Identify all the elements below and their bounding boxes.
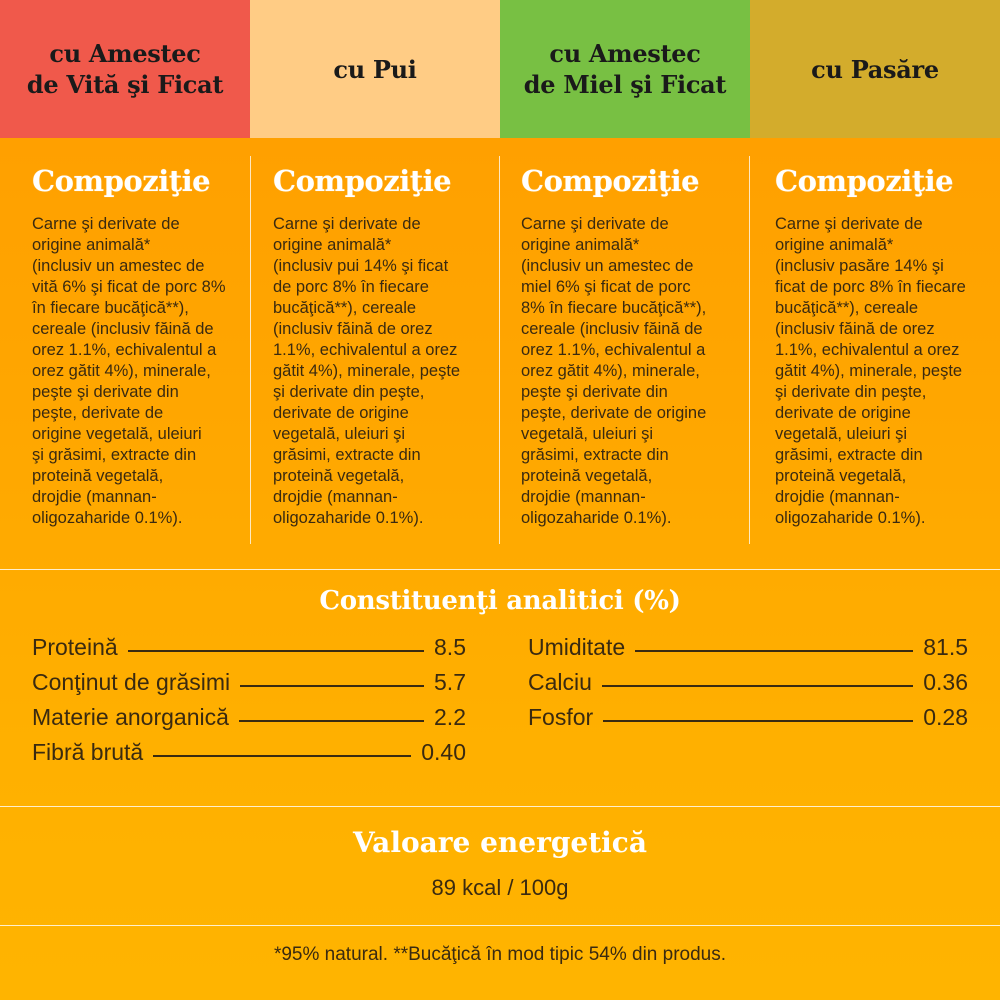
composition-column-beef-liver (32, 156, 244, 544)
composition-title: Compoziţie (775, 164, 954, 198)
flavor-header-poultry: cu Pasăre (750, 0, 1000, 138)
energy-title: Valoare energetică (353, 826, 647, 859)
composition-title: Compoziţie (32, 164, 211, 198)
analytical-label: Fibră brută (32, 739, 144, 765)
analytical-label: Materie anorganică (32, 704, 229, 730)
analytical-value: 81.5 (923, 634, 968, 660)
composition-section (0, 138, 1000, 568)
analytical-row-ash (32, 704, 466, 739)
composition-text: Carne şi derivate de origine animală* (inclusiv un amestec de vită 6% şi ficat de porc 8% în fiecare bucăţică**), cereale (inclusiv făină de orez 1.1%, echivalentul a orez gătit 4%), minerale, peşte şi derivate din peşte, derivate de origine vegetală, uleiuri şi grăsimi, extracte din proteină vegetală, drojdie (mannan- oligozaharide 0.1%). (32, 215, 226, 527)
column-divider (499, 156, 500, 544)
composition-column-chicken (273, 156, 488, 544)
leader-line (153, 755, 411, 757)
composition-text: Carne şi derivate de origine animală* (inclusiv un amestec de miel 6% şi ficat de porc 8% în fiecare bucăţică**), cereale (inclusiv făină de orez 1.1%, echivalentul a orez gătit 4%), minerale, peşte şi derivate din peşte, derivate de origine vegetală, uleiuri şi grăsimi, extracte din proteină vegetală, drojdie (mannan- oligozaharide 0.1%). (521, 215, 707, 527)
composition-text: Carne şi derivate de origine animală* (inclusiv pasăre 14% şi ficat de porc 8% în fiecare bucăţică**), cereale (inclusiv făină de orez 1.1%, echivalentul a orez gătit 4%), minerale, peşte şi derivate din peşte, derivate de origine vegetală, uleiuri şi grăsimi, extracte din proteină vegetală, drojdie (mannan- oligozaharide 0.1%). (775, 215, 966, 527)
composition-title: Compoziţie (521, 164, 700, 198)
analytical-row-calcium (528, 669, 968, 704)
leader-line (603, 720, 913, 722)
footnote: *95% natural. **Bucăţică în mod tipic 54% din produs. (273, 944, 727, 965)
analytical-value: 0.28 (923, 704, 968, 730)
section-divider (0, 806, 1000, 807)
analytical-row-phosphorus (528, 704, 968, 739)
leader-line (239, 720, 424, 722)
analytical-row-fibre (32, 739, 466, 774)
analytical-row-protein (32, 634, 466, 669)
analytical-label: Umiditate (528, 634, 626, 660)
analytical-list-right (528, 634, 968, 739)
flavor-header-row (0, 0, 1000, 138)
analytical-title: Constituenţi analitici (%) (319, 586, 681, 616)
column-divider (749, 156, 750, 544)
analytical-value: 2.2 (434, 704, 466, 730)
composition-column-poultry (775, 156, 990, 544)
analytical-value: 0.40 (421, 739, 466, 765)
analytical-row-fat (32, 669, 466, 704)
leader-line (602, 685, 913, 687)
analytical-label: Proteină (32, 634, 118, 660)
flavor-header-beef-liver: cu Amestec de Vită şi Ficat (0, 0, 250, 138)
analytical-label: Fosfor (528, 704, 594, 730)
analytical-list-left (32, 634, 466, 774)
flavor-header-lamb-liver: cu Amestec de Miel şi Ficat (500, 0, 750, 138)
analytical-label: Conţinut de grăsimi (32, 669, 231, 695)
analytical-value: 0.36 (923, 669, 968, 695)
leader-line (240, 685, 424, 687)
analytical-value: 8.5 (434, 634, 466, 660)
leader-line (635, 650, 913, 652)
energy-value: 89 kcal / 100g (431, 875, 569, 900)
analytical-row-moisture (528, 634, 968, 669)
section-divider (0, 925, 1000, 926)
analytical-label: Calciu (528, 669, 592, 695)
composition-text: Carne şi derivate de origine animală* (inclusiv pui 14% şi ficat de porc 8% în fiecare bucăţică**), cereale (inclusiv făină de orez 1.1%, echivalentul a orez gătit 4%), minerale, peşte şi derivate din peşte, derivate de origine vegetală, uleiuri şi grăsimi, extracte din proteină vegetală, drojdie (mannan- oligozaharide 0.1%). (273, 215, 461, 527)
leader-line (128, 650, 424, 652)
composition-title: Compoziţie (273, 164, 452, 198)
column-divider (250, 156, 251, 544)
composition-column-lamb-liver (521, 156, 736, 544)
flavor-header-chicken: cu Pui (250, 0, 500, 138)
section-divider (0, 569, 1000, 570)
analytical-value: 5.7 (434, 669, 466, 695)
